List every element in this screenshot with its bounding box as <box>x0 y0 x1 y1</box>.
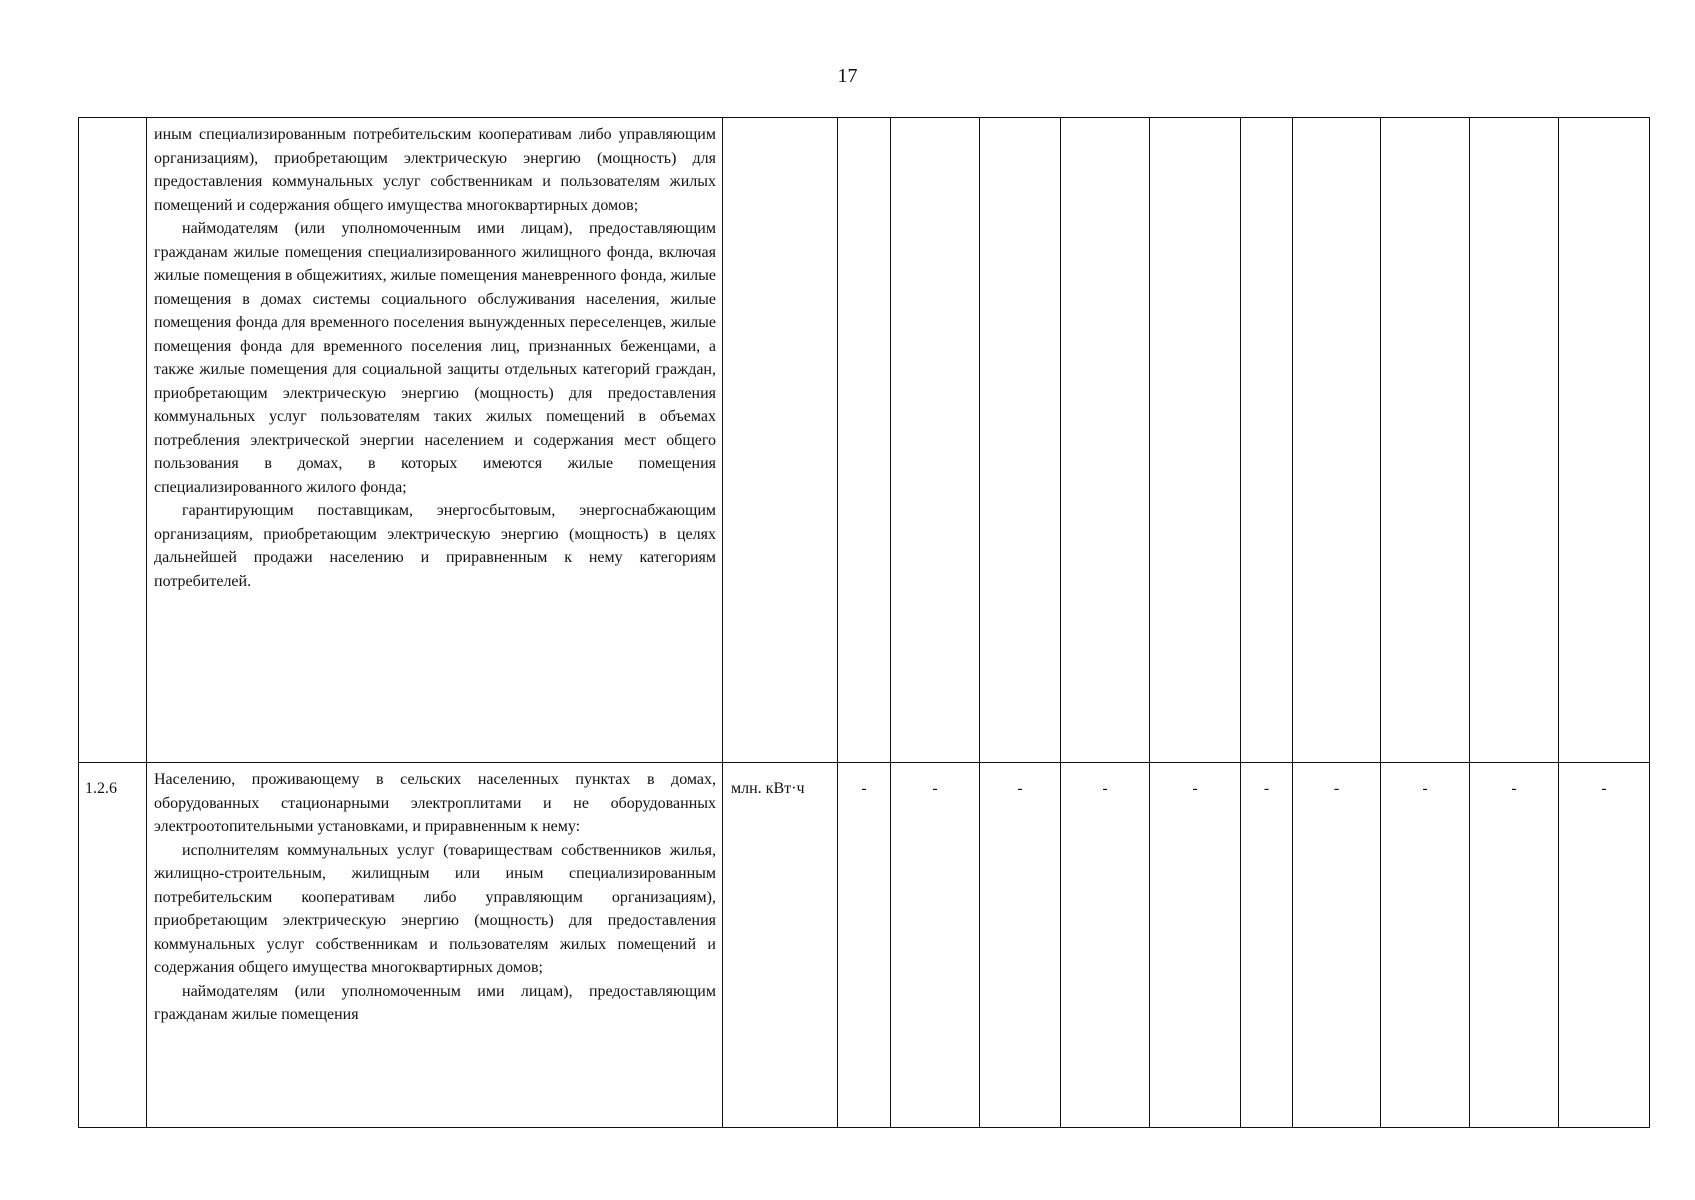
value-cell: - <box>1061 763 1150 1128</box>
value-cell: - <box>1381 763 1470 1128</box>
value-cell <box>838 118 891 763</box>
value-cell <box>1381 118 1470 763</box>
tariff-table <box>78 117 1650 1128</box>
value-cell: - <box>1470 763 1559 1128</box>
value-cell <box>1241 118 1293 763</box>
description-paragraph: наймодателям (или уполномоченным ими лицам), предоставляющим гражданам жилые помещения <box>154 982 716 1023</box>
description-paragraph: гарантирующим поставщикам, энергосбытовым, энергоснабжающим организациям, приобретающим электрическую энергию (мощность) в целях дальнейшей продажи населению и приравненным к нему категориям потребителей. <box>154 502 716 590</box>
value-cell: - <box>1150 763 1241 1128</box>
row-description <box>147 118 723 763</box>
value-cell <box>1470 118 1559 763</box>
value-cell: - <box>1241 763 1293 1128</box>
row-unit <box>723 118 838 763</box>
row-unit: млн. кВт·ч <box>723 763 838 1128</box>
value-cell: - <box>891 763 980 1128</box>
table-row <box>79 763 1650 1128</box>
value-cell: - <box>1293 763 1381 1128</box>
value-cell <box>980 118 1061 763</box>
description-paragraph: наймодателям (или уполномоченным ими лицам), предоставляющим гражданам жилые помещения специализированного жилищного фонда, включая жилые помещения в общежитиях, жилые помещения маневренного фонда, жилые помещения в домах системы социального обслуживания населения, жилые помещения фонда для временного поселения вынужденных переселенцев, жилые помещения фонда для временного поселения лиц, признанных беженцами, а также жилые помещения для социальной защиты отдельных категорий граждан, приобретающим электрическую энергию (мощность) для предоставления коммунальных услуг пользователям таких жилых помещений в объемах потребления электрической энергии населением и содержания мест общего пользования в домах, в которых имеются жилые помещения специализированного жилого фонда; <box>154 220 716 496</box>
description-paragraph: Населению, проживающему в сельских населенных пунктах в домах, оборудованных стационарными электроплитами и не оборудованных электроотопительными установками, и приравненным к нему: <box>154 771 716 835</box>
value-cell: - <box>838 763 891 1128</box>
description-paragraph: иным специализированным потребительским кооперативам либо управляющим организациям), приобретающим электрическую энергию (мощность) для предоставления коммунальных услуг собственникам и пользователям жилых помещений и содержания общего имущества многоквартирных домов; <box>154 126 716 214</box>
table-row <box>79 118 1650 763</box>
page-number: 17 <box>837 65 858 87</box>
value-cell <box>1559 118 1650 763</box>
row-number <box>79 118 147 763</box>
value-cell: - <box>980 763 1061 1128</box>
value-cell <box>891 118 980 763</box>
value-cell <box>1150 118 1241 763</box>
row-description <box>147 763 723 1128</box>
value-cell <box>1293 118 1381 763</box>
description-paragraph: исполнителям коммунальных услуг (товариществам собственников жилья, жилищно-строительным, жилищным или иным специализированным потребительским кооперативам либо управляющим организациям), приобретающим электрическую энергию (мощность) для предоставления коммунальных услуг собственникам и пользователям жилых помещений и содержания общего имущества многоквартирных домов; <box>154 841 716 976</box>
value-cell: - <box>1559 763 1650 1128</box>
row-number: 1.2.6 <box>79 763 147 1128</box>
value-cell <box>1061 118 1150 763</box>
